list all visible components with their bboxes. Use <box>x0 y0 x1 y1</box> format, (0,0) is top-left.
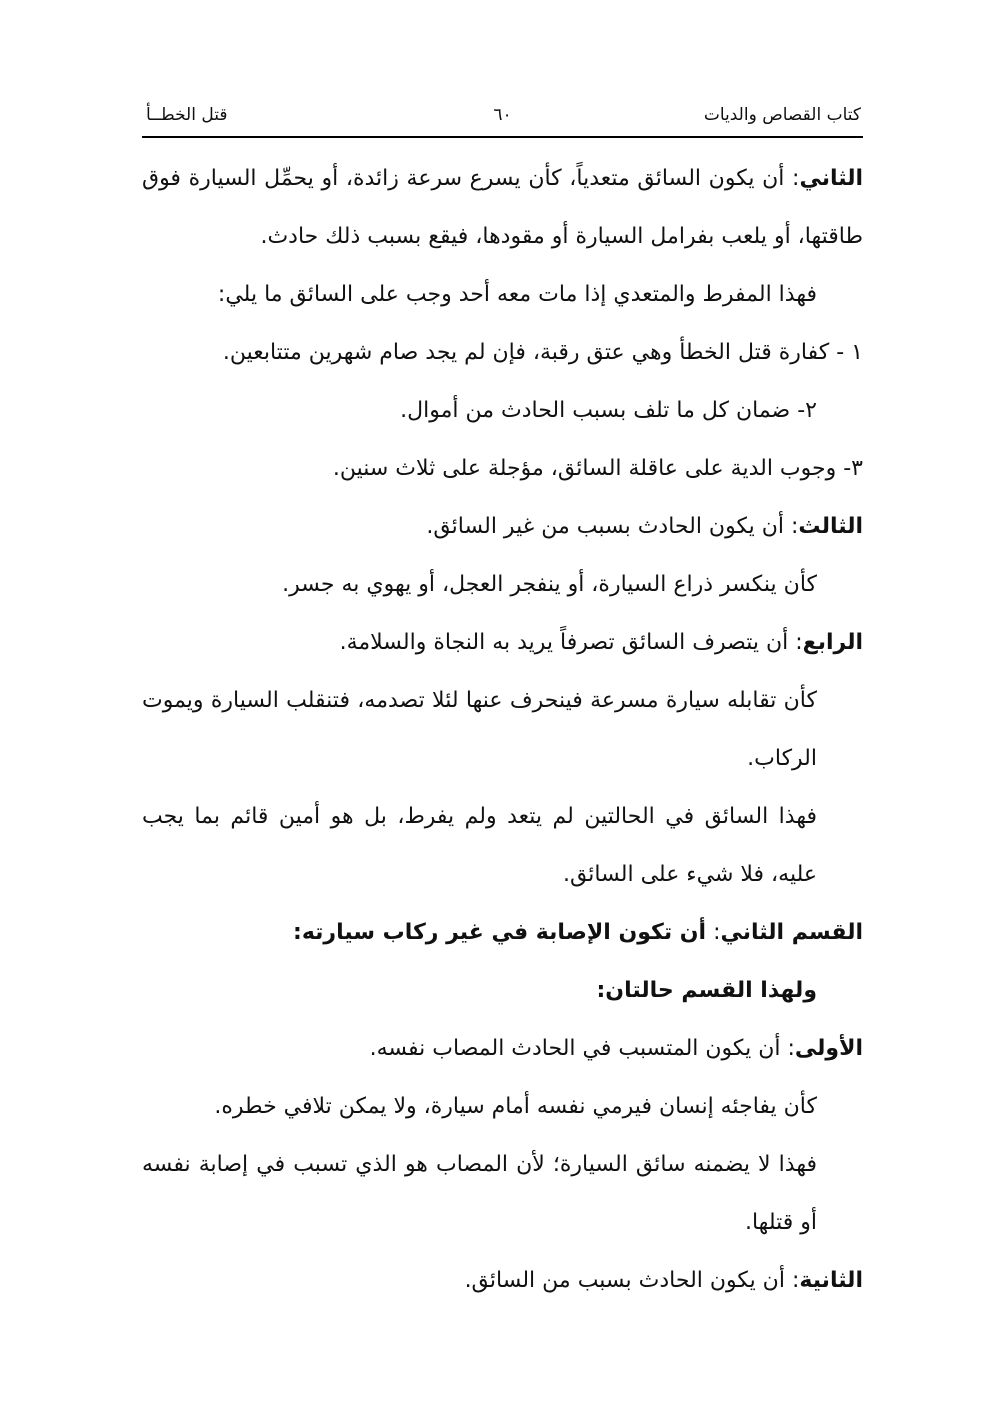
paragraph: الثاني: أن يكون السائق متعدياً، كأن يسرع سرعة زائدة، أو يحمِّل السيارة فوق طاقتها، أو يلعب بفرامل السيارة أو مقودها، فيقع بسبب ذلك حادث. <box>142 166 863 249</box>
list-item: ١ - كفارة قتل الخطأ وهي عتق رقبة، فإن لم يجد صام شهرين متتابعين. <box>222 340 863 365</box>
paragraph-label: الثالث <box>798 514 863 539</box>
paragraph-label: الثاني <box>799 166 863 191</box>
paragraph: كأن يفاجئه إنسان فيرمي نفسه أمام سيارة، ولا يمكن تلافي خطره. <box>214 1094 817 1119</box>
list-item: ٢- ضمان كل ما تلف بسبب الحادث من أموال. <box>400 398 817 423</box>
paragraph: كأن ينكسر ذراع السيارة، أو ينفجر العجل، أو يهوي به جسر. <box>282 572 817 597</box>
page-number: ٦٠ <box>493 105 512 125</box>
paragraph: الأولى: أن يكون المتسبب في الحادث المصاب نفسه. <box>369 1036 863 1061</box>
section-heading: القسم الثاني: أن تكون الإصابة في غير ركاب سيارته: <box>293 920 863 945</box>
book-title: كتاب القصاص والديات <box>703 105 861 125</box>
paragraph: كأن تقابله سيارة مسرعة فينحرف عنها لئلا تصدمه، فتنقلب السيارة ويموت الركاب. <box>142 688 817 771</box>
page-header <box>142 96 863 138</box>
paragraph-label: الأولى <box>794 1036 863 1061</box>
list-item: ٣- وجوب الدية على عاقلة السائق، مؤجلة على ثلاث سنين. <box>332 456 863 481</box>
paragraph: فهذا المفرط والمتعدي إذا مات معه أحد وجب على السائق ما يلي: <box>217 282 817 307</box>
chapter-title: قتل الخطــأ <box>146 105 228 125</box>
paragraph-label: القسم الثاني <box>720 920 863 945</box>
paragraph: فهذا لا يضمنه سائق السيارة؛ لأن المصاب هو الذي تسبب في إصابة نفسه أو قتلها. <box>142 1152 817 1235</box>
paragraph: الرابع: أن يتصرف السائق تصرفاً يريد به النجاة والسلامة. <box>339 630 863 655</box>
section-subheading: ولهذا القسم حالتان: <box>596 978 817 1003</box>
body-text <box>142 150 863 1310</box>
paragraph: فهذا السائق في الحالتين لم يتعد ولم يفرط، بل هو أمين قائم بما يجب عليه، فلا شيء على السائق. <box>142 804 817 887</box>
paragraph-label: الثانية <box>799 1268 863 1293</box>
paragraph: الثالث: أن يكون الحادث بسبب من غير السائق. <box>426 514 863 539</box>
paragraph: الثانية: أن يكون الحادث بسبب من السائق. <box>464 1268 863 1293</box>
paragraph-label: الرابع <box>802 630 863 655</box>
